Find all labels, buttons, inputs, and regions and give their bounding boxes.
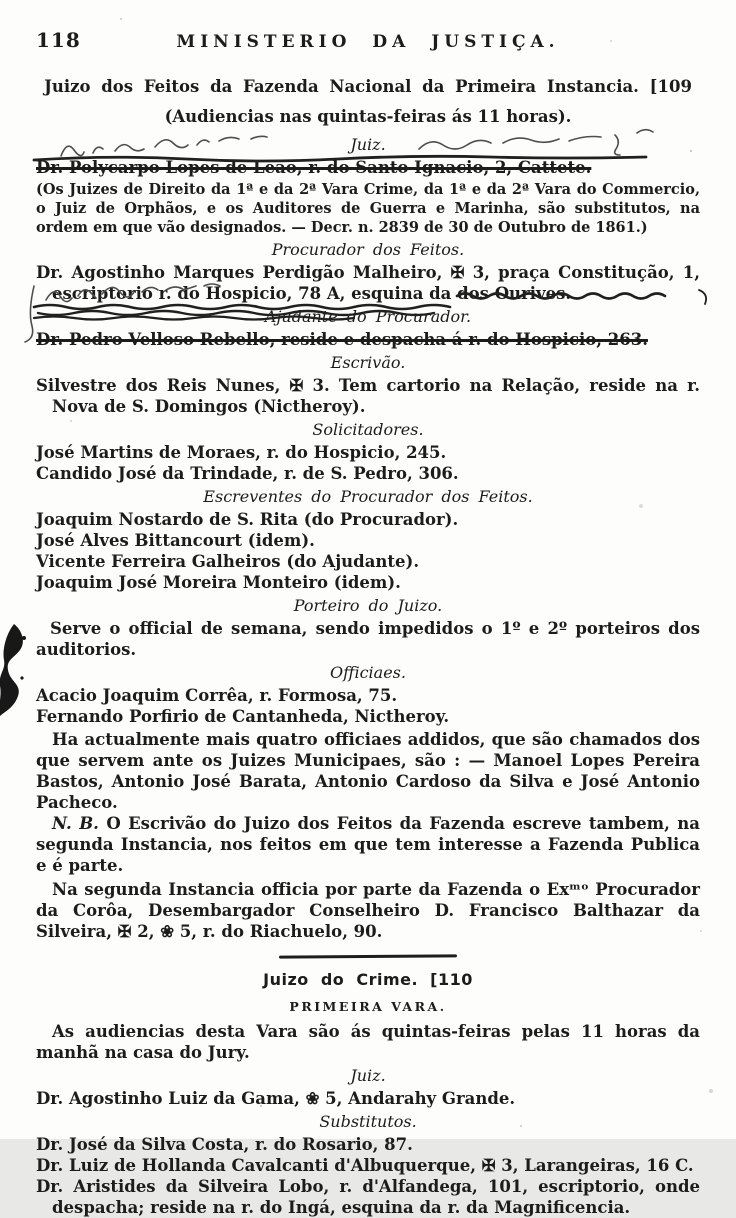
entry-escrivao-silvestre: Silvestre dos Reis Nunes, ✠ 3. Tem cartorio na Relação, reside na r. Nova de S. Domingos (Nictheroy). xyxy=(36,376,700,416)
entry-substituto: Dr. Luiz de Hollanda Cavalcanti d'Albuquerque, ✠ 3, Larangeiras, 16 C. xyxy=(36,1155,694,1175)
paragraph-audiencias-crime: As audiencias desta Vara são ás quintas-feiras pelas 11 horas da manhã na casa do Jury. xyxy=(36,1021,700,1062)
heading-solicitadores: Solicitadores. xyxy=(312,420,424,439)
heading-juiz: Juiz. xyxy=(350,135,386,154)
audiencias-note: (Audiencias nas quintas-feiras ás 11 horas). xyxy=(164,107,572,126)
entry-escrevente: Vicente Ferreira Galheiros (do Ajudante). xyxy=(36,552,420,571)
paragraph-officiaes-addidos: Ha actualmente mais quatro officiaes addidos, que são chamados dos que servem ante os Juizes Municipaes, são : — Manoel Lopes Pereira Bastos, Antonio José Barata, Antonio Cardoso da Silva e José Antonio Pacheco. xyxy=(36,730,700,812)
paragraph-nota-bene xyxy=(36,813,700,876)
header-title: MINISTERIO DA JUSTIÇA. xyxy=(176,32,560,52)
section-title-fazenda: Juizo dos Feitos da Fazenda Nacional da Primeira Instancia. [109 xyxy=(44,77,692,96)
entry-substituto: Dr. José da Silva Costa, r. do Rosario, 87. xyxy=(36,1134,413,1154)
section-title-crime: Juizo do Crime. [110 xyxy=(263,969,473,989)
struck-entry-polycarpo: Dr. Polycarpo Lopes de Leão, r. do Santo Ignacio, 2, Cattete. xyxy=(36,158,592,177)
porteiro-note: Serve o official de semana, sendo impedidos o 1º e 2º porteiros dos auditorios. xyxy=(36,619,700,659)
struck-entry-rebello: Dr. Pedro Velloso Rebello, reside e despacha á r. do Hospicio, 263. xyxy=(36,330,648,349)
heading-procurador-dos-feitos: Procurador dos Feitos. xyxy=(271,240,465,259)
heading-ajudante-do-procurador: Ajudante do Procurador. xyxy=(264,307,472,326)
heading-juiz-crime: Juiz. xyxy=(350,1065,386,1085)
entry-official: Acacio Joaquim Corrêa, r. Formosa, 75. xyxy=(36,686,398,705)
heading-officiaes: Officiaes. xyxy=(330,663,406,682)
substitutes-note: (Os Juizes de Direito da 1ª e da 2ª Vara Crime, da 1ª e da 2ª Vara do Commercio, o Juiz de Orphãos, e os Auditores de Guerra e Marinha, são substitutos, na ordem em que vão designados. — Decr. n. 2839 de 30 de Outubro de 1861.) xyxy=(36,181,700,236)
entry-substituto: Dr. Aristides da Silveira Lobo, r. d'Alfandega, 101, escriptorio, onde despacha; reside na r. do Ingá, esquina da r. da Magnificencia. xyxy=(36,1176,700,1217)
page-number: 118 xyxy=(36,28,81,52)
section-divider-rule xyxy=(279,954,457,958)
scan-speckles xyxy=(0,0,2,2)
text-column xyxy=(36,70,700,1218)
entry-escrevente: Joaquim Nostardo de S. Rita (do Procurador). xyxy=(36,510,459,529)
heading-primeira-vara: PRIMEIRA VARA. xyxy=(289,998,447,1014)
page-header xyxy=(0,30,736,56)
entry-solicitador: José Martins de Moraes, r. do Hospicio, 245. xyxy=(36,443,447,462)
nota-bene-label: N. B. xyxy=(52,814,99,833)
ink-blot xyxy=(0,620,40,722)
entry-escrevente: José Alves Bittancourt (idem). xyxy=(36,531,315,550)
heading-substitutos: Substitutos. xyxy=(319,1111,417,1131)
entry-juiz-gama: Dr. Agostinho Luiz da Gama, ❀ 5, Andarahy Grande. xyxy=(36,1088,516,1108)
entry-procurador-malheiro: Dr. Agostinho Marques Perdigão Malheiro, ✠ 3, praça Constitução, 1, escriptorio r. do Hospicio, 78 A, esquina da dos Ourives. xyxy=(36,263,700,303)
heading-escreventes: Escreventes do Procurador dos Feitos. xyxy=(203,487,533,506)
paragraph-segunda-instancia: Na segunda Instancia officia por parte da Fazenda o Exᵐᵒ Procurador da Corôa, Desembargador Conselheiro D. Francisco Balthazar da Silveira, ✠ 2, ❀ 5, r. do Riachuelo, 90. xyxy=(36,880,700,941)
heading-escrivao: Escrivão. xyxy=(330,353,406,372)
entry-official: Fernando Porfirio de Cantanheda, Nictheroy. xyxy=(36,707,450,726)
nota-bene-text: O Escrivão do Juizo dos Feitos da Fazenda escreve tambem, na segunda Instancia, nos feitos em que tem interesse a Fazenda Publica e é parte. xyxy=(36,814,700,875)
entry-escrevente: Joaquim José Moreira Monteiro (idem). xyxy=(36,573,401,592)
heading-porteiro-do-juizo: Porteiro do Juizo. xyxy=(293,596,443,615)
entry-solicitador: Candido José da Trindade, r. de S. Pedro, 306. xyxy=(36,464,459,483)
